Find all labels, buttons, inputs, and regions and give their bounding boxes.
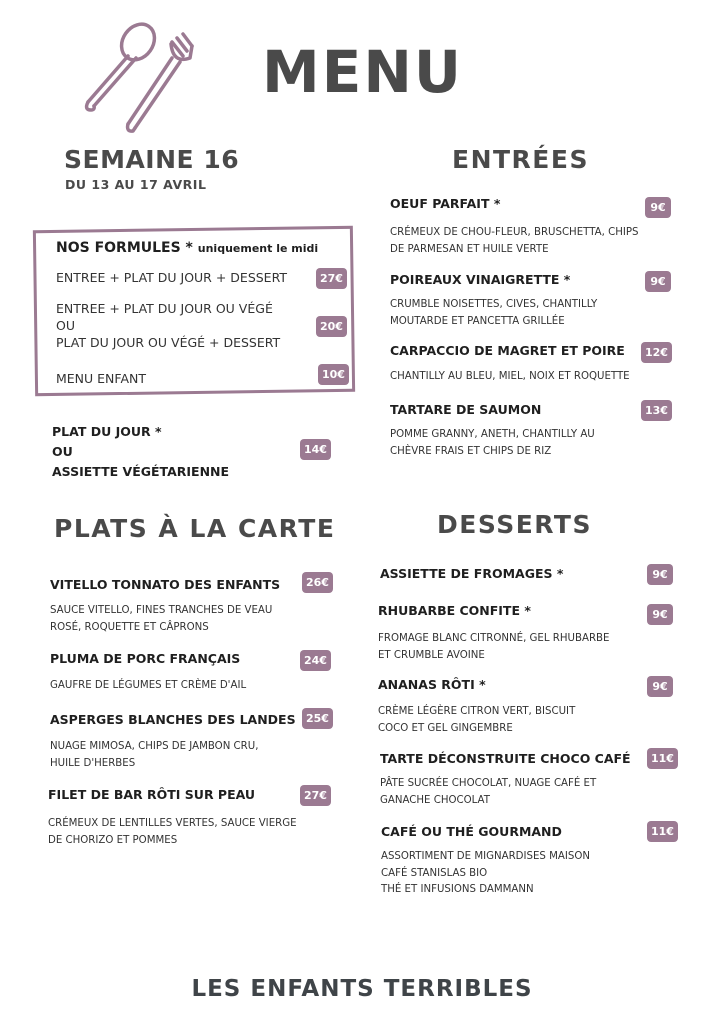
desc-line: SAUCE VITELLO, FINES TRANCHES DE VEAU xyxy=(50,605,273,616)
entrees-heading: ENTRÉES xyxy=(452,145,589,174)
dessert-5-name: CAFÉ OU THÉ GOURMAND xyxy=(381,824,562,839)
desc-line: COCO ET GEL GINGEMBRE xyxy=(378,722,513,734)
dessert-3-price: 9€ xyxy=(647,676,673,697)
plat-4-desc xyxy=(48,816,348,849)
desc-line: CHÈVRE FRAIS ET CHIPS DE RIZ xyxy=(390,445,552,457)
formule-2-line-2: OU xyxy=(56,318,75,333)
entree-4-name: TARTARE DE SAUMON xyxy=(390,402,542,417)
plat-1-desc xyxy=(50,603,330,636)
formules-title-text: NOS FORMULES * xyxy=(56,240,193,256)
formule-1-line: ENTREE + PLAT DU JOUR + DESSERT xyxy=(56,270,287,285)
formules-note: uniquement le midi xyxy=(197,242,319,255)
utensils-icon xyxy=(80,14,205,138)
dessert-2-name: RHUBARBE CONFITE * xyxy=(378,603,531,618)
entree-4-desc xyxy=(390,427,670,460)
desc-line: MOUTARDE ET PANCETTA GRILLÉE xyxy=(390,315,565,327)
formule-3-line: MENU ENFANT xyxy=(56,371,146,386)
plat-1-name: VITELLO TONNATO DES ENFANTS xyxy=(50,577,281,592)
desc-line: CRÈME LÉGÈRE CITRON VERT, BISCUIT xyxy=(378,706,576,717)
formule-3-price: 10€ xyxy=(318,364,349,385)
desc-line: DE CHORIZO ET POMMES xyxy=(48,834,178,846)
formules-title xyxy=(56,240,318,256)
entree-1-name: OEUF PARFAIT * xyxy=(390,196,501,211)
desc-line: DE PARMESAN ET HUILE VERTE xyxy=(390,243,549,255)
plat-2-name: PLUMA DE PORC FRANÇAIS xyxy=(50,651,241,666)
plat-du-jour-price: 14€ xyxy=(300,439,331,460)
desc-line: ASSORTIMENT DE MIGNARDISES MAISON xyxy=(381,851,590,862)
date-range: DU 13 AU 17 AVRIL xyxy=(65,177,207,192)
entree-3-price: 12€ xyxy=(641,342,672,363)
entree-2-name: POIREAUX VINAIGRETTE * xyxy=(390,272,571,287)
entree-1-desc xyxy=(390,225,670,258)
desc-line: CRÉMEUX DE CHOU-FLEUR, BRUSCHETTA, CHIPS xyxy=(390,227,639,238)
desc-line: ET CRUMBLE AVOINE xyxy=(378,649,485,661)
plat-2-price: 24€ xyxy=(300,650,331,671)
formule-2-line-3: PLAT DU JOUR OU VÉGÉ + DESSERT xyxy=(56,335,281,350)
plat-4-name: FILET DE BAR RÔTI SUR PEAU xyxy=(48,787,256,802)
desc-line: GAUFRE DE LÉGUMES ET CRÈME D'AIL xyxy=(50,680,247,691)
desc-line: THÉ ET INFUSIONS DAMMANN xyxy=(381,884,534,895)
restaurant-name: LES ENFANTS TERRIBLES xyxy=(191,976,533,1002)
desc-line: CAFÉ STANISLAS BIO xyxy=(381,867,488,879)
desc-line: POMME GRANNY, ANETH, CHANTILLY AU xyxy=(390,429,595,440)
dessert-4-price: 11€ xyxy=(647,748,678,769)
plat-3-price: 25€ xyxy=(302,708,333,729)
entree-4-price: 13€ xyxy=(641,400,672,421)
week-label: SEMAINE 16 xyxy=(64,145,240,174)
dessert-1-price: 9€ xyxy=(647,564,673,585)
dessert-5-desc xyxy=(381,849,661,899)
dessert-4-desc xyxy=(380,776,660,809)
formule-2-price: 20€ xyxy=(316,316,347,337)
plats-heading: PLATS À LA CARTE xyxy=(54,514,336,543)
entree-3-name: CARPACCIO DE MAGRET ET POIRE xyxy=(390,343,625,358)
dessert-5-price: 11€ xyxy=(647,821,678,842)
desserts-heading: DESSERTS xyxy=(437,510,592,539)
plat-3-name: ASPERGES BLANCHES DES LANDES xyxy=(50,712,296,727)
plat-du-jour-line-3: ASSIETTE VÉGÉTARIENNE xyxy=(52,464,230,479)
desc-line: CHANTILLY AU BLEU, MIEL, NOIX ET ROQUETTE xyxy=(390,371,630,382)
entree-3-desc xyxy=(390,369,700,386)
desc-line: NUAGE MIMOSA, CHIPS DE JAMBON CRU, xyxy=(50,741,259,752)
formule-2-line-1: ENTREE + PLAT DU JOUR OU VÉGÉ xyxy=(56,301,273,316)
desc-line: HUILE D'HERBES xyxy=(50,757,136,769)
desc-line: ROSÉ, ROQUETTE ET CÂPRONS xyxy=(50,621,209,633)
dessert-4-name: TARTE DÉCONSTRUITE CHOCO CAFÉ xyxy=(380,751,631,766)
entree-2-desc xyxy=(390,297,670,330)
plat-3-desc xyxy=(50,739,330,772)
plat-2-desc xyxy=(50,678,330,695)
desc-line: GANACHE CHOCOLAT xyxy=(380,794,490,806)
desc-line: FROMAGE BLANC CITRONNÉ, GEL RHUBARBE xyxy=(378,633,610,644)
formule-1-price: 27€ xyxy=(316,268,347,289)
desc-line: CRÉMEUX DE LENTILLES VERTES, SAUCE VIERGE xyxy=(48,818,297,829)
dessert-3-name: ANANAS RÔTI * xyxy=(378,677,486,692)
dessert-3-desc xyxy=(378,704,658,737)
desc-line: PÂTE SUCRÉE CHOCOLAT, NUAGE CAFÉ ET xyxy=(380,778,597,789)
page-title: MENU xyxy=(262,38,463,106)
plat-4-price: 27€ xyxy=(300,785,331,806)
dessert-2-desc xyxy=(378,631,658,664)
plat-1-price: 26€ xyxy=(302,572,333,593)
desc-line: CRUMBLE NOISETTES, CIVES, CHANTILLY xyxy=(390,299,598,310)
dessert-1-name: ASSIETTE DE FROMAGES * xyxy=(380,566,564,581)
entree-1-price: 9€ xyxy=(645,197,671,218)
plat-du-jour-line-1: PLAT DU JOUR * xyxy=(52,424,162,439)
dessert-2-price: 9€ xyxy=(647,604,673,625)
entree-2-price: 9€ xyxy=(645,271,671,292)
plat-du-jour-line-2: OU xyxy=(52,444,73,459)
